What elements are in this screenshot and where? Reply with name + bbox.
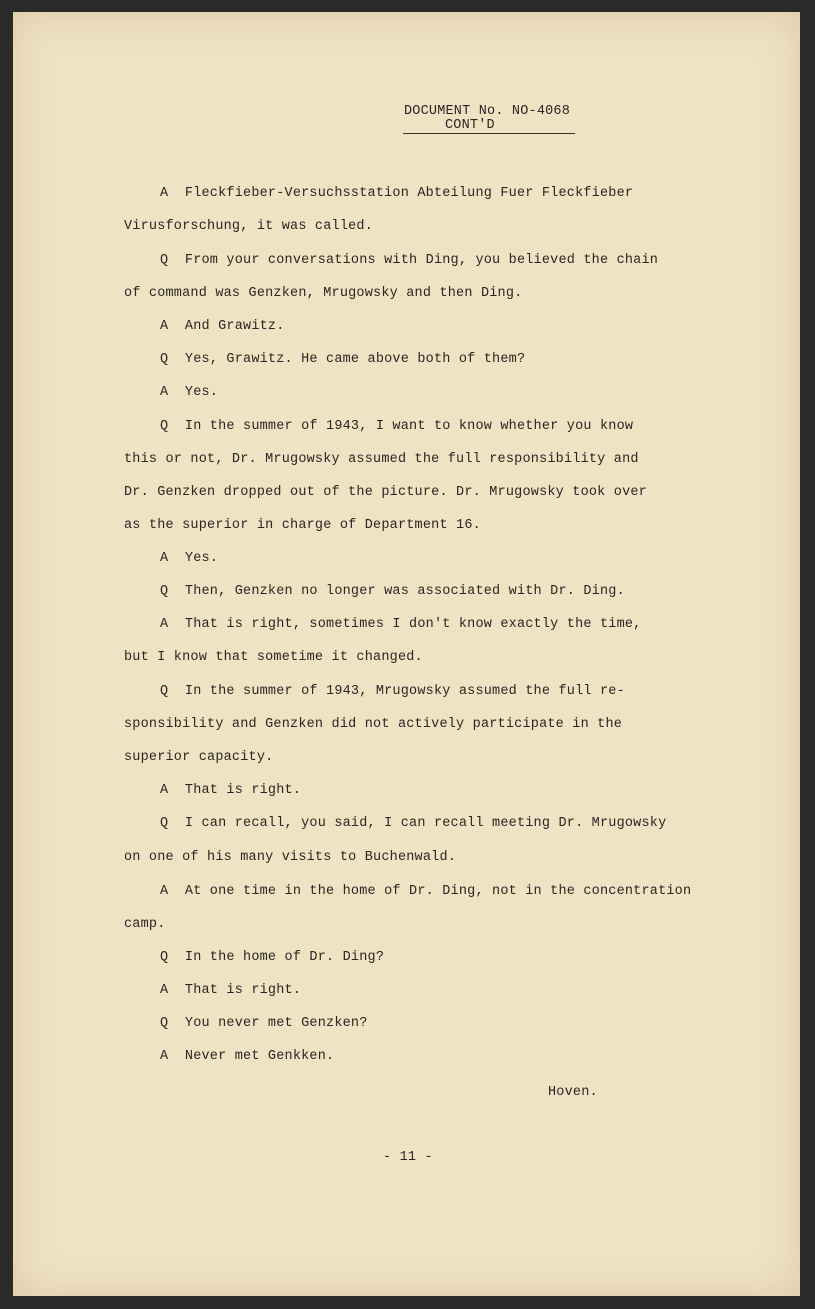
transcript-line: on one of his many visits to Buchenwald.: [124, 850, 457, 865]
transcript-line: but I know that sometime it changed.: [124, 650, 423, 665]
transcript-line: Q You never met Genzken?: [160, 1016, 368, 1031]
transcript-line: Q In the home of Dr. Ding?: [160, 950, 385, 965]
transcript-line: Q From your conversations with Ding, you believed the chain: [160, 253, 659, 268]
transcript-line: camp.: [124, 917, 166, 932]
transcript-line: A At one time in the home of Dr. Ding, not in the concentration: [160, 884, 692, 899]
transcript-line: A Yes.: [160, 551, 219, 566]
transcript-line: A That is right, sometimes I don't know exactly the time,: [160, 617, 642, 632]
transcript-line: Virusforschung, it was called.: [124, 219, 374, 234]
transcript-line: as the superior in charge of Department 16.: [124, 518, 481, 533]
transcript-line: A Yes.: [160, 385, 219, 400]
transcript-line: A Never met Genkken.: [160, 1049, 335, 1064]
transcript-line: Q Yes, Grawitz. He came above both of them?: [160, 352, 526, 367]
transcript-line: of command was Genzken, Mrugowsky and then Ding.: [124, 286, 523, 301]
transcript-line: sponsibility and Genzken did not actively participate in the: [124, 717, 623, 732]
transcript-line: A That is right.: [160, 983, 302, 998]
transcript-line: A That is right.: [160, 783, 302, 798]
page-number: - 11 -: [383, 1150, 433, 1165]
document-number: DOCUMENT No. NO-4068: [404, 104, 571, 119]
signature: Hoven.: [548, 1085, 598, 1100]
transcript-line: this or not, Dr. Mrugowsky assumed the full responsibility and: [124, 452, 639, 467]
transcript-line: Q In the summer of 1943, Mrugowsky assumed the full re-: [160, 684, 625, 699]
transcript-line: Dr. Genzken dropped out of the picture. Dr. Mrugowsky took over: [124, 485, 647, 500]
transcript-line: superior capacity.: [124, 750, 274, 765]
transcript-line: A Fleckfieber-Versuchsstation Abteilung Fuer Fleckfieber: [160, 186, 634, 201]
transcript-line: Q In the summer of 1943, I want to know whether you know: [160, 419, 634, 434]
continued-label: CONT'D: [445, 118, 495, 133]
transcript-line: A And Grawitz.: [160, 319, 285, 334]
transcript-line: Q Then, Genzken no longer was associated with Dr. Ding.: [160, 584, 625, 599]
transcript-line: Q I can recall, you said, I can recall meeting Dr. Mrugowsky: [160, 816, 667, 831]
header-underline: [403, 133, 575, 134]
